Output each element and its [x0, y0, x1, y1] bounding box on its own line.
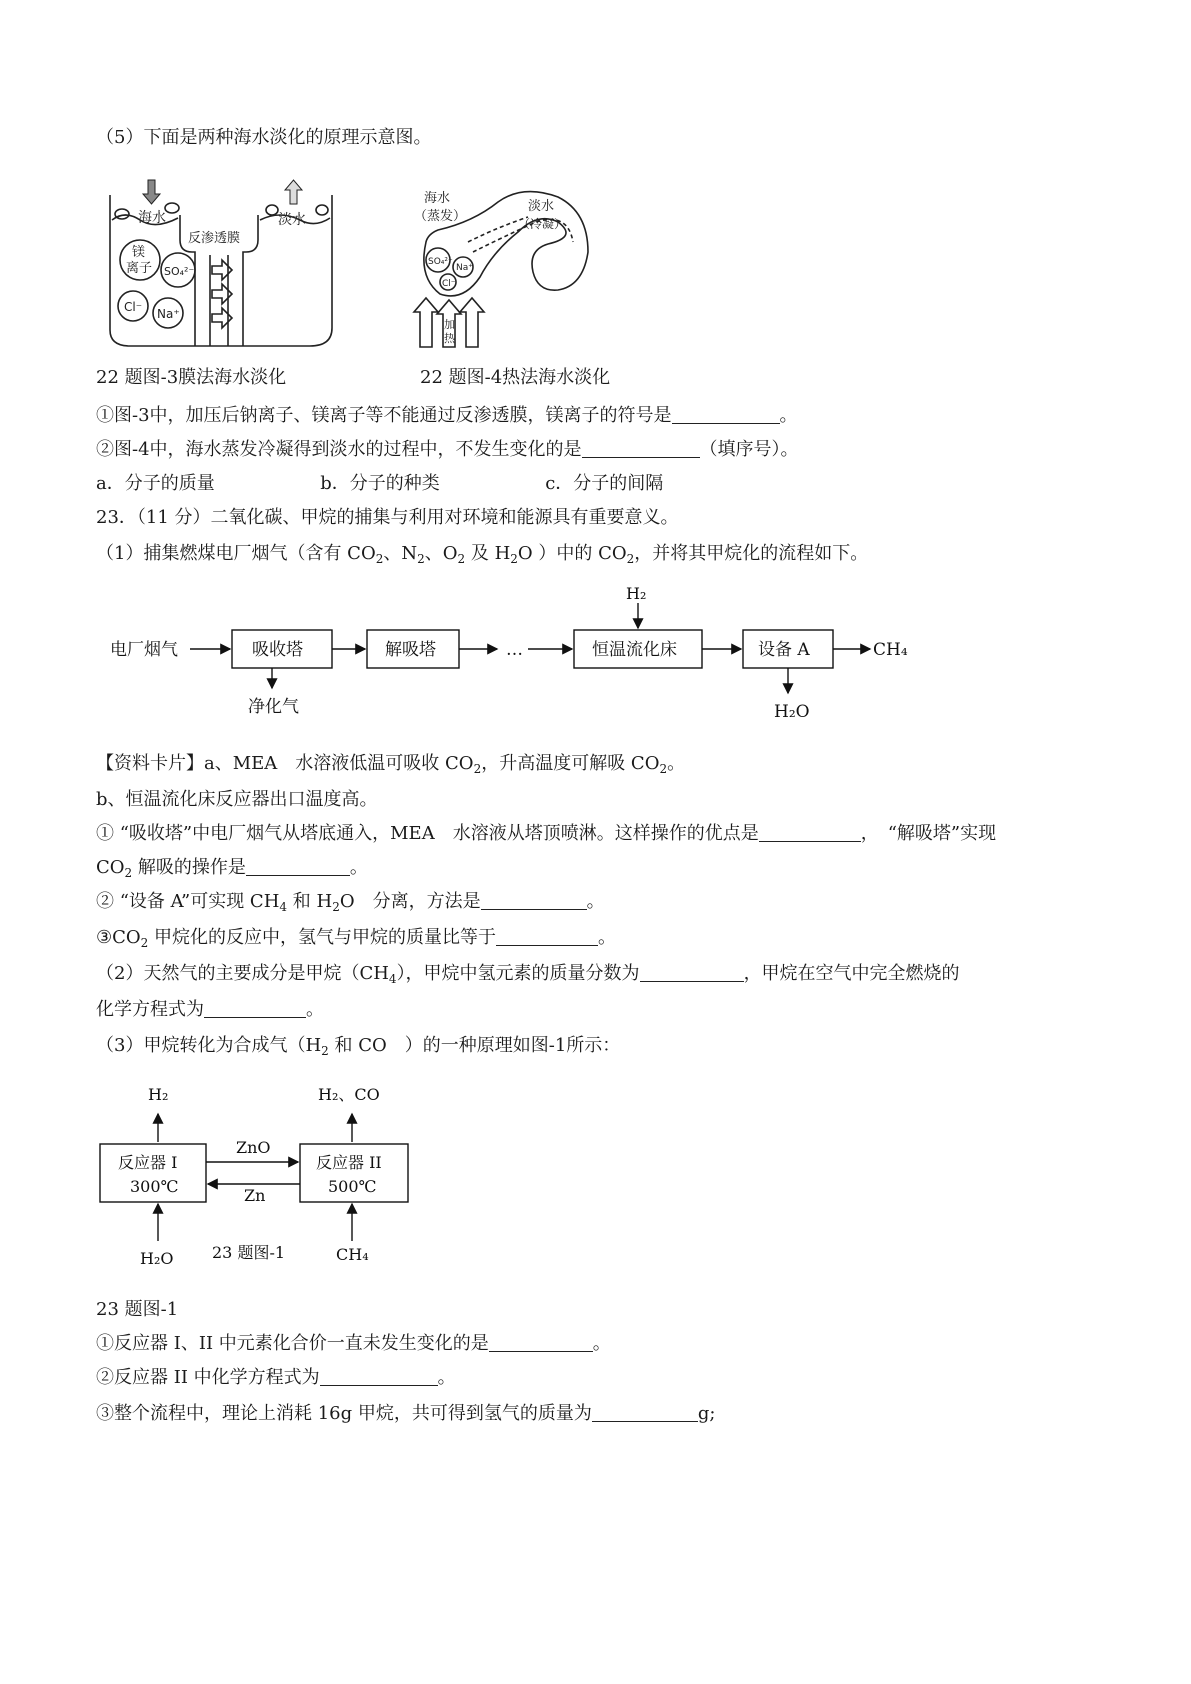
fig1-inner-caption: 23 题图-1 — [212, 1243, 286, 1262]
zn-label: Zn — [244, 1186, 266, 1205]
q23-sub3: $③CO_2$ 甲烷化的反应中，氢气与甲烷的质量比等于 。 — [96, 927, 617, 950]
fig3-caption: 22 题图-3膜法海水淡化 — [96, 367, 287, 388]
fig4-freshwater-label: 淡水 — [528, 199, 555, 214]
methanation-flow-diagram — [100, 583, 930, 723]
q23-sub2: ② “设备 A”可实现 $CH_4$ 和 $H_2O$ 分离，方法是 。 — [96, 891, 605, 914]
fig1-caption: 23 题图-1 — [96, 1299, 179, 1320]
answer-blank[interactable] — [320, 1367, 438, 1386]
answer-blank[interactable] — [672, 405, 780, 424]
answer-blank[interactable] — [592, 1403, 698, 1422]
q23-sub1-line2: $CO_2$ 解吸的操作是 。 — [96, 857, 368, 880]
q23-sub1-line1: ① “吸收塔”中电厂烟气从塔底通入，MEA 水溶液从塔顶喷淋。这样操作的优点是 ， “解吸塔”实现 — [96, 823, 997, 844]
flow-desorb-label: 解吸塔 — [385, 640, 436, 660]
fig4-caption: 22 题图-4热法海水淡化 — [420, 367, 611, 388]
reactor-1-name: 反应器 I — [118, 1153, 178, 1172]
q22-question-1: ①图-3中，加压后钠离子、镁离子等不能通过反渗透膜，镁离子的符号是 。 — [96, 405, 798, 426]
q23-last-1: ①反应器 I、II 中元素化合价一直未发生变化的是 。 — [96, 1333, 611, 1354]
answer-blank[interactable] — [481, 891, 587, 910]
flow-device-a-label: 设备 A — [758, 640, 810, 660]
fig3-chloride-label: Cl⁻ — [124, 300, 143, 314]
fig3-sodium-label: Na⁺ — [157, 307, 180, 321]
fig4-condense-label: （冷凝） — [518, 217, 567, 231]
q22-options — [96, 472, 663, 496]
fig4-chloride-label: Cl⁻ — [442, 279, 456, 289]
reactor-1-temp: 300℃ — [130, 1177, 179, 1196]
fig4-evaporate-label: （蒸发） — [414, 209, 467, 224]
fig3-mg-ion-label-2: 离子 — [126, 261, 153, 276]
answer-blank[interactable] — [640, 963, 744, 982]
answer-blank[interactable] — [496, 927, 598, 946]
fig3-sulfate-label: SO₄²⁻ — [164, 265, 195, 278]
fig4-heat-label-2: 热 — [444, 332, 455, 345]
q22-question-2: ②图-4中，海水蒸发冷凝得到淡水的过程中，不发生变化的是 （填序号）。 — [96, 439, 799, 460]
answer-blank[interactable] — [582, 439, 700, 458]
q23-part1: （1）捕集燃煤电厂烟气（含有 $CO_2$、$N_2$、$O_2$ 及 $H_2O$ ）中的 $CO_2$，并将其甲烷化的流程如下。 — [96, 543, 869, 566]
info-card-b: b、恒温流化床反应器出口温度高。 — [96, 789, 378, 810]
figure-thermal-desalination — [414, 182, 638, 362]
q23-last-2: ②反应器 II 中化学方程式为 。 — [96, 1367, 456, 1388]
option-c: c．分子的间隔 — [545, 473, 664, 494]
zno-label: ZnO — [236, 1138, 271, 1157]
fig4-sulfate-label: SO₄²⁻ — [428, 257, 453, 267]
info-card-a: 【资料卡片】a、MEA 水溶液低温可吸收 $CO_2$，升高温度可解吸 $CO_2$。 — [96, 753, 686, 776]
fig4-heat-label: 加 — [444, 318, 455, 331]
fig3-freshwater-label: 淡水 — [278, 212, 306, 228]
flow-absorb-label: 吸收塔 — [252, 640, 303, 660]
reactor-2-temp: 500℃ — [328, 1177, 377, 1196]
fig3-seawater-label: 海水 — [138, 210, 166, 226]
flow-ch4-output: CH₄ — [873, 640, 908, 660]
fig3-membrane-label: 反渗透膜 — [188, 231, 241, 246]
q23-part2-line1: （2）天然气的主要成分是甲烷$(CH_4)$，甲烷中氢元素的质量分数为 ，甲烷在空气中完全燃烧的 — [96, 963, 960, 986]
fig4-seawater-label: 海水 — [424, 191, 451, 206]
option-a: a．分子的质量 — [96, 473, 215, 494]
h2-co-output-label: H₂、CO — [318, 1085, 380, 1104]
q23-part3: （3）甲烷转化为合成气（$H_2$ 和 CO ）的一种原理如图-1所示： — [96, 1035, 621, 1058]
flow-h2o-output: H₂O — [774, 702, 810, 722]
answer-blank[interactable] — [246, 857, 350, 876]
answer-blank[interactable] — [489, 1333, 593, 1352]
reactor-diagram — [96, 1076, 426, 1271]
answer-blank[interactable] — [759, 823, 861, 842]
flow-bed-label: 恒温流化床 — [592, 640, 677, 660]
option-b: b．分子的种类 — [320, 473, 440, 494]
fig3-mg-ion-label: 镁 — [132, 245, 146, 260]
h2-output-label: H₂ — [148, 1085, 169, 1104]
fig4-sodium-label: Na⁺ — [456, 263, 473, 273]
figure-membrane-desalination — [100, 180, 350, 365]
q23-heading: 23．（11 分）二氧化碳、甲烷的捕集与利用对环境和能源具有重要意义。 — [96, 507, 679, 528]
answer-blank[interactable] — [204, 999, 306, 1018]
flow-dots: … — [506, 640, 523, 660]
q22-part5-intro: （5）下面是两种海水淡化的原理示意图。 — [96, 127, 432, 148]
flow-h2-input: H₂ — [626, 584, 647, 603]
reactor-2-name: 反应器 II — [316, 1153, 382, 1172]
flow-clean-gas-output: 净化气 — [248, 697, 299, 717]
q23-last-3: ③整个流程中，理论上消耗 16g 甲烷，共可得到氢气的质量为 g; — [96, 1403, 716, 1424]
flow-input-label: 电厂烟气 — [110, 640, 178, 660]
q23-part2-line2: 化学方程式为 。 — [96, 999, 324, 1020]
h2o-input-label: H₂O — [140, 1249, 174, 1268]
ch4-input-label: CH₄ — [336, 1245, 369, 1264]
